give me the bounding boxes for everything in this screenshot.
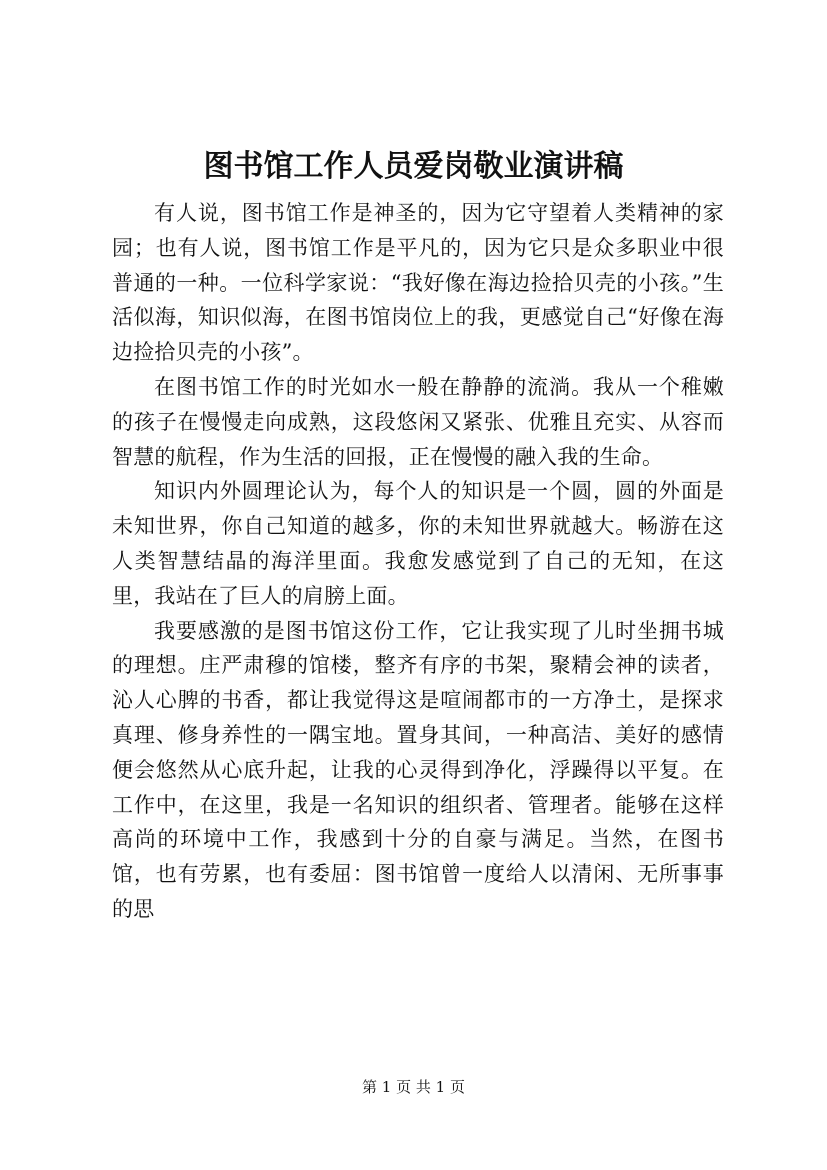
paragraph-4: 我要感激的是图书馆这份工作，它让我实现了儿时坐拥书城的理想。庄严肃穆的馆楼，整齐有序的书架，聚精会神的读者，沁人心脾的书香，都让我觉得这是喧闹都市的一方净土，是探求真理、修身养性的一隅宝地。置身其间，一种高洁、美好的感情便会悠然从心底升起，让我的心灵得到净化，浮躁得以平复。在工作中，在这里，我是一名知识的组织者、管理者。能够在这样高尚的环境中工作，我感到十分的自豪与满足。当然，在图书馆，也有劳累，也有委屈：图书馆曾一度给人以清闲、无所事事的思 xyxy=(112,618,724,921)
paragraph-1: 有人说，图书馆工作是神圣的，因为它守望着人类精神的家园；也有人说，图书馆工作是平凡的，因为它只是众多职业中很普通的一种。一位科学家说：“我好像在海边捡拾贝壳的小孩。”生活似海，知识似海，在图书馆岗位上的我，更感觉自己“好像在海边捡拾贝壳的小孩”。 xyxy=(112,201,724,365)
paragraph-2: 在图书馆工作的时光如水一般在静静的流淌。我从一个稚嫩的孩子在慢慢走向成熟，这段悠闲又紧张、优雅且充实、从容而智慧的航程，作为生活的回报，正在慢慢的融入我的生命。 xyxy=(112,374,724,469)
document-body xyxy=(112,196,724,927)
page-number-footer: 第 1 页 共 1 页 xyxy=(362,1078,465,1096)
document-title: 图书馆工作人员爱岗敬业演讲稿 xyxy=(203,149,624,184)
paragraph-3: 知识内外圆理论认为，每个人的知识是一个圆，圆的外面是未知世界，你自己知道的越多，你的未知世界就越大。畅游在这人类智慧结晶的海洋里面。我愈发感觉到了自己的无知，在这里，我站在了巨人的肩膀上面。 xyxy=(112,479,724,608)
